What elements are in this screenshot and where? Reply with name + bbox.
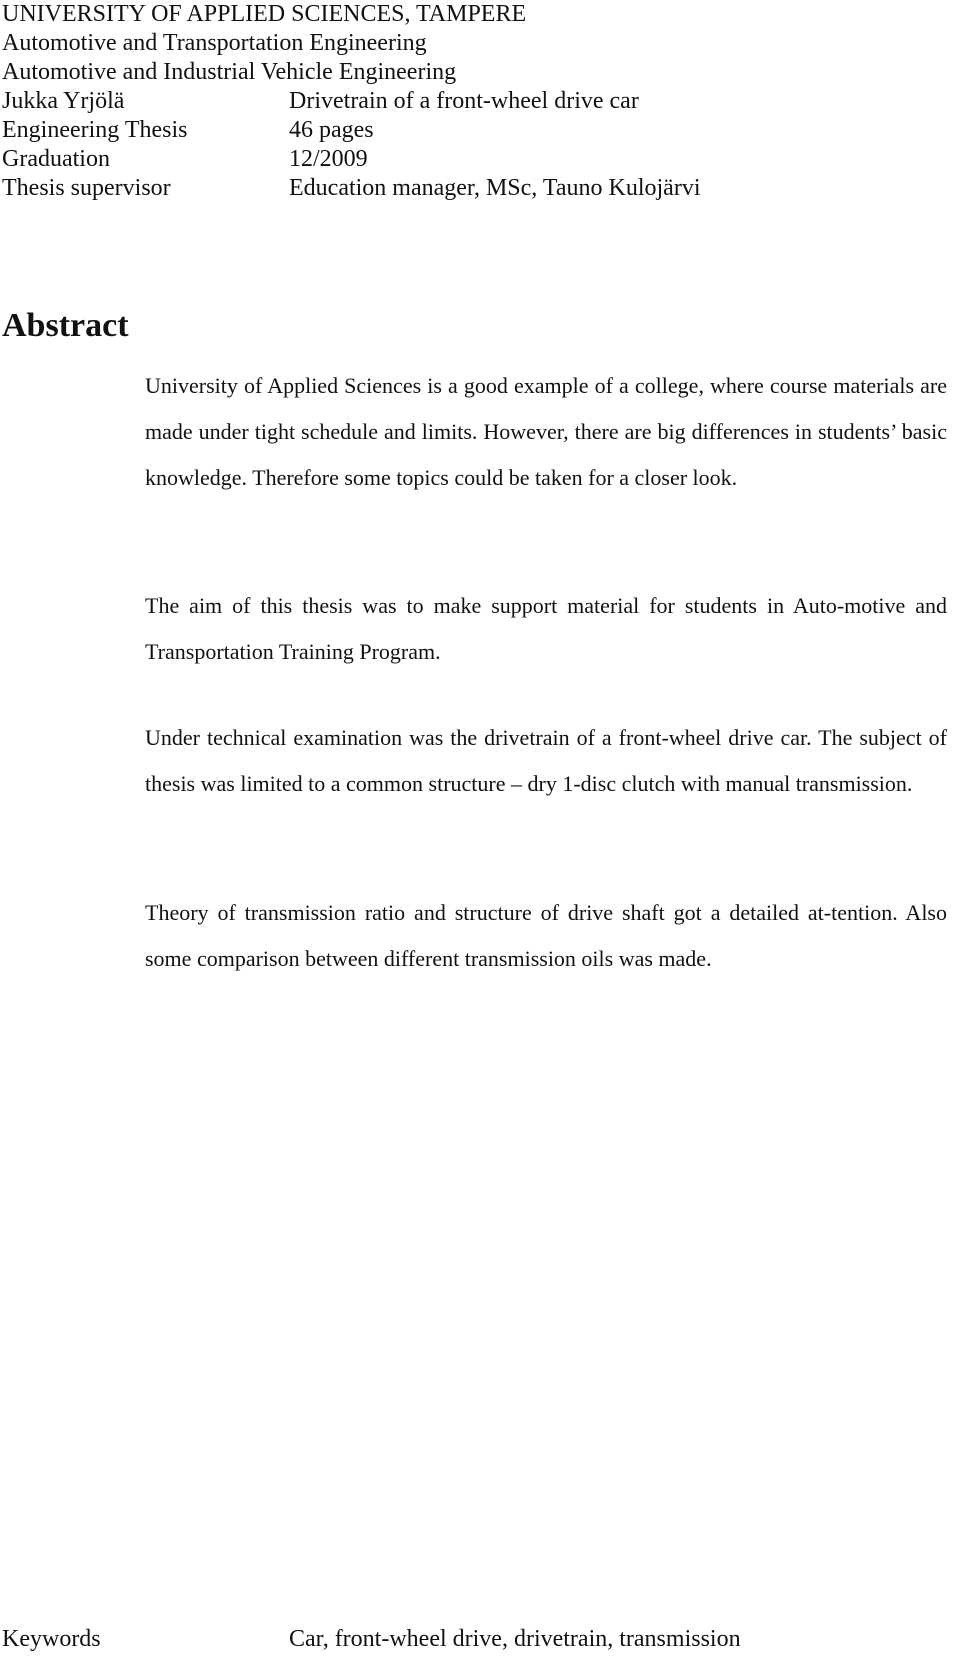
abstract-paragraph-1: University of Applied Sciences is a good example of a college, where course materials are made under tight schedule and limits. However, there are big differences in students’ basic knowledge. Therefore some topics could be taken for a closer look. — [145, 373, 947, 490]
keywords-label: Keywords — [2, 1626, 101, 1652]
supervisor-name: Education manager, MSc, Tauno Kulojärvi — [289, 175, 701, 201]
abstract-paragraph-4: Theory of transmission ratio and structure of drive shaft got a detailed at-tention. Also some comparison between different transmission oils was made. — [145, 900, 947, 971]
specialisation: Automotive and Industrial Vehicle Engineering — [2, 59, 457, 85]
graduation-date: 12/2009 — [289, 146, 368, 172]
degree-programme: Automotive and Transportation Engineering — [2, 30, 427, 56]
supervisor-label: Thesis supervisor — [2, 175, 171, 201]
institution-name: UNIVERSITY OF APPLIED SCIENCES, TAMPERE — [2, 1, 527, 27]
thesis-title: Drivetrain of a front-wheel drive car — [289, 88, 639, 114]
abstract-heading: Abstract — [2, 307, 129, 344]
abstract-paragraph-3: Under technical examination was the drivetrain of a front-wheel drive car. The subject of thesis was limited to a common structure – dry 1-disc clutch with manual transmission. — [145, 725, 947, 796]
author-name: Jukka Yrjölä — [2, 88, 125, 114]
page-count: 46 pages — [289, 117, 374, 143]
keywords-value: Car, front-wheel drive, drivetrain, transmission — [289, 1626, 741, 1652]
graduation-label: Graduation — [2, 146, 110, 172]
thesis-type: Engineering Thesis — [2, 117, 188, 143]
abstract-paragraph-2: The aim of this thesis was to make support material for students in Auto-motive and Transportation Training Program. — [145, 593, 947, 664]
